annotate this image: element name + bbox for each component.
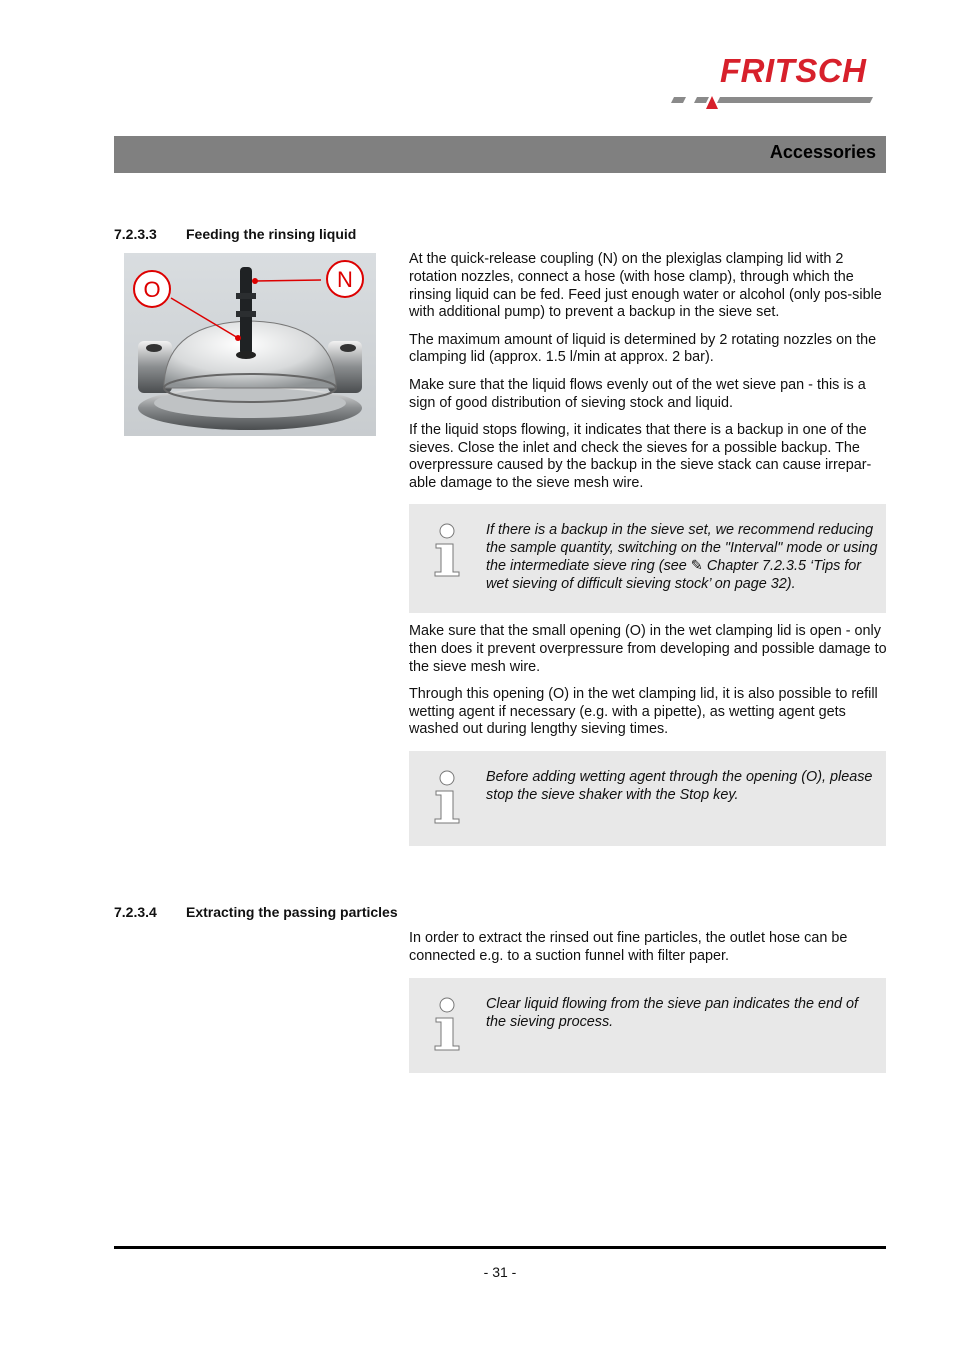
paragraph: If the liquid stops flowing, it indicates that there is a backup in one of the sieves. Close the inlet and check the sieves for a possible backup. The overpressure caused by the backup in the sieve stack can cause irrepar-able damage to the sieve mesh wire.	[409, 421, 872, 492]
figure-label-o: O	[143, 277, 161, 302]
section-heading-feeding	[114, 226, 357, 244]
info-note	[409, 751, 886, 846]
paragraph: Through this opening (O) in the wet clamping lid, it is also possible to refill wetting agent if necessary (e.g. with a pipette), as wetting agent gets washed out during lengthy sieving times.	[409, 685, 878, 738]
paragraph: In order to extract the rinsed out fine particles, the outlet hose can be connected e.g. to a suction funnel with filter paper.	[409, 930, 848, 964]
section-heading-extracting	[114, 904, 398, 922]
section-number: 7.2.3.4	[114, 904, 157, 920]
paragraph: The maximum amount of liquid is determined by 2 rotating nozzles on the clamping lid (approx. 1.5 l/min at approx. 2 bar).	[409, 331, 877, 366]
extracting-paragraph	[409, 930, 887, 975]
section-title: Extracting the passing particles	[186, 904, 398, 920]
note-text: Before adding wetting agent through the opening (O), please stop the sieve shaker with the Stop key.	[486, 769, 873, 803]
note-text: Clear liquid flowing from the sieve pan indicates the end of the sieving process.	[486, 996, 858, 1030]
paragraph: Make sure that the small opening (O) in the wet clamping lid is open - only then does it prevent overpressure from developing and possible damage to the sieve mesh wire.	[409, 623, 887, 675]
paragraph: At the quick-release coupling (N) on the plexiglas clamping lid with 2 rotation nozzles, connect a hose (with hose clamp), through which the rinsing liquid can be fed. Feed just enough water or alcohol (only pos-sible with additional pump) to prevent a backup in the sieve set.	[409, 251, 882, 321]
feeding-paragraphs	[409, 251, 887, 503]
section-number: 7.2.3.3	[114, 226, 157, 242]
logo-stripes-icon	[668, 52, 888, 112]
page-number: - 31 -	[483, 1264, 517, 1280]
footer-divider	[114, 1246, 886, 1249]
fritsch-logo	[668, 52, 888, 112]
info-icon	[431, 996, 465, 1052]
paragraph: Make sure that the liquid flows evenly out of the wet sieve pan - this is a sign of good distribution of sieving stock and liquid.	[409, 376, 866, 411]
page-title: Accessories	[769, 142, 876, 162]
section-header-bar	[114, 136, 886, 173]
info-note	[409, 504, 886, 613]
info-note	[409, 978, 886, 1073]
opening-paragraphs	[409, 623, 887, 749]
section-title: Feeding the rinsing liquid	[186, 226, 357, 242]
logo-text: FRITSCH	[720, 52, 867, 89]
info-icon	[431, 769, 465, 825]
info-icon	[431, 522, 465, 578]
figure-label-n: N	[337, 267, 353, 292]
note-text: If there is a backup in the sieve set, we recommend reducing the sample quantity, switching on the "Interval" mode or using the intermediate sieve ring (see ✎ Chapter 7.2.3.5 ‘Tips for wet sieving of difficult sieving stock’ on page 32).	[486, 522, 878, 592]
clamping-lid-photo	[124, 253, 376, 436]
